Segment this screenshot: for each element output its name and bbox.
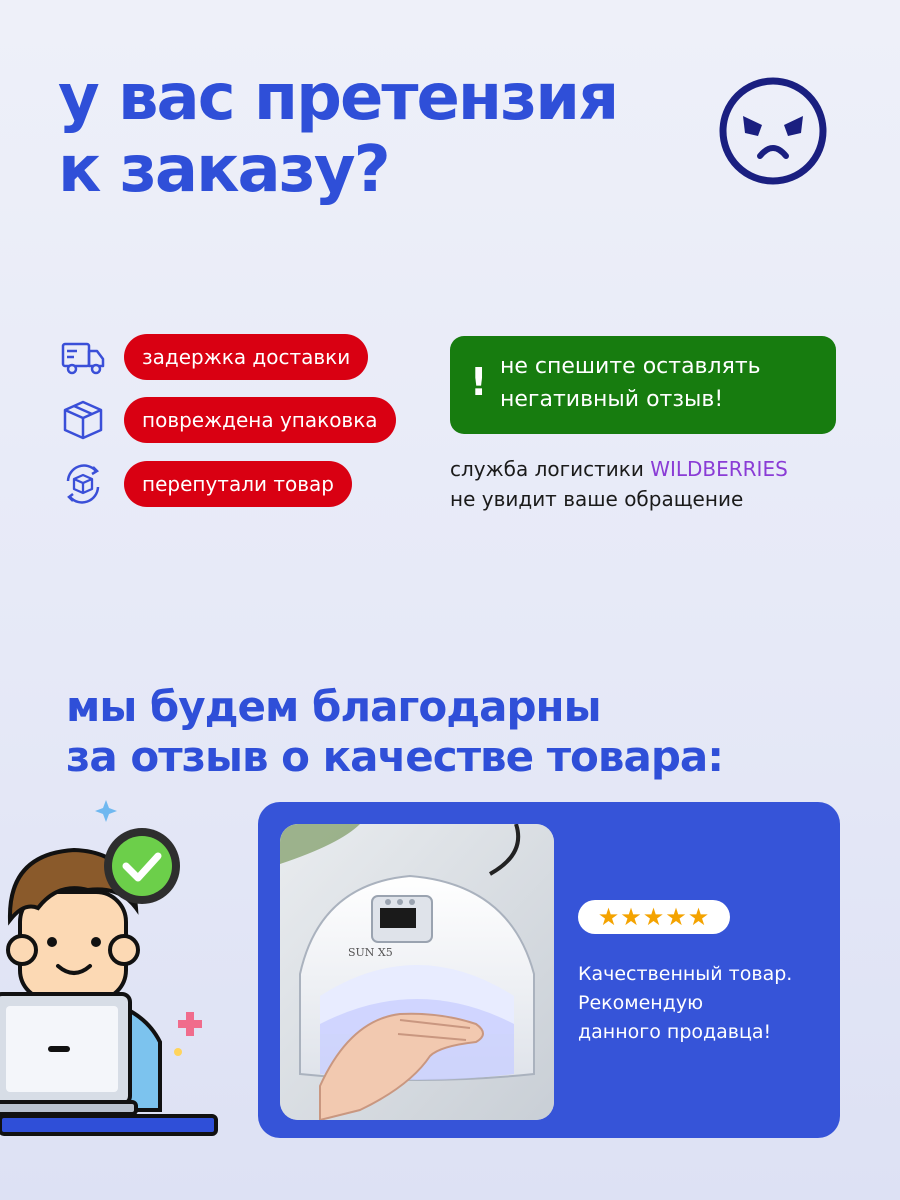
warning-box (450, 336, 836, 434)
delivery-truck-icon (60, 334, 106, 380)
issue-wrong-item: перепутали товар (124, 461, 352, 507)
plus-icon (178, 1012, 202, 1036)
logistics-note-line-1 (450, 454, 788, 484)
angry-face-icon (718, 76, 828, 186)
headline-line-2: к заказу? (58, 133, 389, 207)
review-line-3: данного продавца! (578, 1021, 772, 1043)
sparkle-icon (95, 800, 117, 822)
warning-text (500, 350, 761, 416)
review-line-1: Качественный товар. (578, 963, 793, 985)
review-text (578, 960, 792, 1047)
five-star-rating: ★★★★★ (578, 900, 730, 934)
exclamation-icon: ! (470, 360, 488, 404)
logistics-note-line-2: не увидит ваше обращение (450, 487, 744, 511)
headline-line-1: у вас претензия (58, 61, 618, 135)
product-photo (280, 824, 554, 1120)
review-card (258, 802, 840, 1138)
review-line-2: Рекомендую (578, 992, 704, 1014)
exchange-box-icon (60, 461, 106, 507)
issue-damaged-package: повреждена упаковка (124, 397, 396, 443)
warning-line-1: не спешите оставлять (500, 354, 761, 379)
logistics-prefix: служба логистики (450, 457, 651, 481)
product-label: SUN X5 (348, 946, 393, 959)
person-at-laptop-illustration (0, 790, 230, 1150)
subheadline-line-1: мы будем благодарны (66, 682, 601, 731)
brand-name: WILDBERRIES (650, 457, 788, 481)
damaged-box-icon (60, 397, 106, 443)
logistics-note (450, 454, 788, 514)
subheadline-line-2: за отзыв о качестве товара: (66, 732, 724, 781)
issue-delivery-delay: задержка доставки (124, 334, 368, 380)
warning-line-2: негативный отзыв! (500, 387, 724, 412)
uv-nail-lamp-image (280, 824, 554, 1120)
headline (58, 62, 617, 206)
subheadline (66, 682, 723, 782)
